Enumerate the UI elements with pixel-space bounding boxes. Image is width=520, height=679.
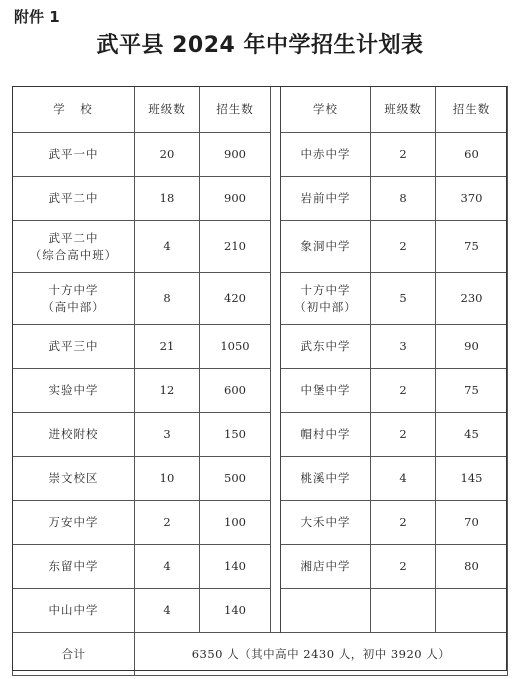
header-classes-left: 班级数: [135, 87, 200, 133]
header-school-right: 学校: [281, 87, 371, 133]
class-count-left: 18: [135, 177, 200, 221]
class-count-left: 20: [135, 133, 200, 177]
school-name-line: 桃溪中学: [300, 471, 351, 486]
school-name-line: 中赤中学: [300, 147, 351, 162]
enroll-count-right: 75: [436, 221, 508, 273]
class-count-right: 2: [371, 413, 436, 457]
class-count-right: 8: [371, 177, 436, 221]
header-enroll-left: 招生数: [200, 87, 271, 133]
enroll-count-left: 100: [200, 501, 271, 545]
enroll-count-left: 150: [200, 413, 271, 457]
school-name-line: 武平二中: [48, 230, 99, 245]
total-value: 6350 人（其中高中 2430 人，初中 3920 人）: [135, 633, 508, 676]
enroll-count-right: 90: [436, 325, 508, 369]
school-name-line: 实验中学: [48, 383, 99, 398]
enroll-count-left: 1050: [200, 325, 271, 369]
school-name-line: 武平二中: [48, 191, 99, 206]
school-name-line: 进校附校: [48, 427, 99, 442]
header-enroll-right: 招生数: [436, 87, 508, 133]
school-name-line: 大禾中学: [300, 515, 351, 530]
enroll-count-left: 210: [200, 221, 271, 273]
school-name-line: 崇文校区: [48, 471, 99, 486]
class-count-left: 3: [135, 413, 200, 457]
enroll-count-right: 370: [436, 177, 508, 221]
school-name-line: 象洞中学: [300, 239, 351, 254]
school-name-line: 中堡中学: [300, 383, 351, 398]
enroll-count-left: 900: [200, 133, 271, 177]
school-name-line: 万安中学: [48, 515, 99, 530]
class-count-left: 21: [135, 325, 200, 369]
class-count-right: 2: [371, 221, 436, 273]
class-count-right: 2: [371, 501, 436, 545]
enroll-count-left: 140: [200, 545, 271, 589]
enroll-count-right: 145: [436, 457, 508, 501]
class-count-right: 2: [371, 369, 436, 413]
school-name-line: 东留中学: [48, 559, 99, 574]
enroll-count-right: 45: [436, 413, 508, 457]
class-count-left: 4: [135, 589, 200, 633]
school-name-line: 湘店中学: [300, 559, 351, 574]
class-count-left: 4: [135, 545, 200, 589]
annex-label: 附件 1: [14, 8, 60, 26]
school-name-line: 帽村中学: [300, 427, 351, 442]
class-count-right: 2: [371, 545, 436, 589]
page-title: 武平县 2024 年中学招生计划表: [96, 33, 424, 58]
header-school-left: 学 校: [13, 87, 135, 133]
class-count-right: 4: [371, 457, 436, 501]
enroll-count-left: 900: [200, 177, 271, 221]
enroll-count-right: 60: [436, 133, 508, 177]
class-count-left: 12: [135, 369, 200, 413]
school-name-line: 十方中学: [300, 282, 351, 297]
school-name-line: 中山中学: [48, 603, 99, 618]
class-count-right: 2: [371, 133, 436, 177]
school-name-line: 武平三中: [48, 339, 99, 354]
class-count-left: 10: [135, 457, 200, 501]
header-classes-right: 班级数: [371, 87, 436, 133]
total-label: 合计: [13, 633, 135, 676]
class-count-left: 4: [135, 221, 200, 273]
table-frame: [12, 86, 507, 671]
school-name-line: 岩前中学: [300, 191, 351, 206]
school-name-line: 十方中学: [48, 282, 99, 297]
enroll-count-left: 420: [200, 273, 271, 325]
school-name-note: （综合高中班）: [29, 247, 118, 262]
enroll-count-left: 140: [200, 589, 271, 633]
school-name-note: （初中部）: [294, 299, 357, 314]
school-name-line: 武东中学: [300, 339, 351, 354]
enroll-count-right: 80: [436, 545, 508, 589]
enroll-count-right: 70: [436, 501, 508, 545]
enroll-count-left: 600: [200, 369, 271, 413]
enroll-count-right: 75: [436, 369, 508, 413]
class-count-left: 2: [135, 501, 200, 545]
school-name-note: （高中部）: [42, 299, 105, 314]
class-count-right: 3: [371, 325, 436, 369]
enroll-count-left: 500: [200, 457, 271, 501]
school-name-line: 武平一中: [48, 147, 99, 162]
class-count-left: 8: [135, 273, 200, 325]
class-count-right: 5: [371, 273, 436, 325]
enroll-count-right: 230: [436, 273, 508, 325]
